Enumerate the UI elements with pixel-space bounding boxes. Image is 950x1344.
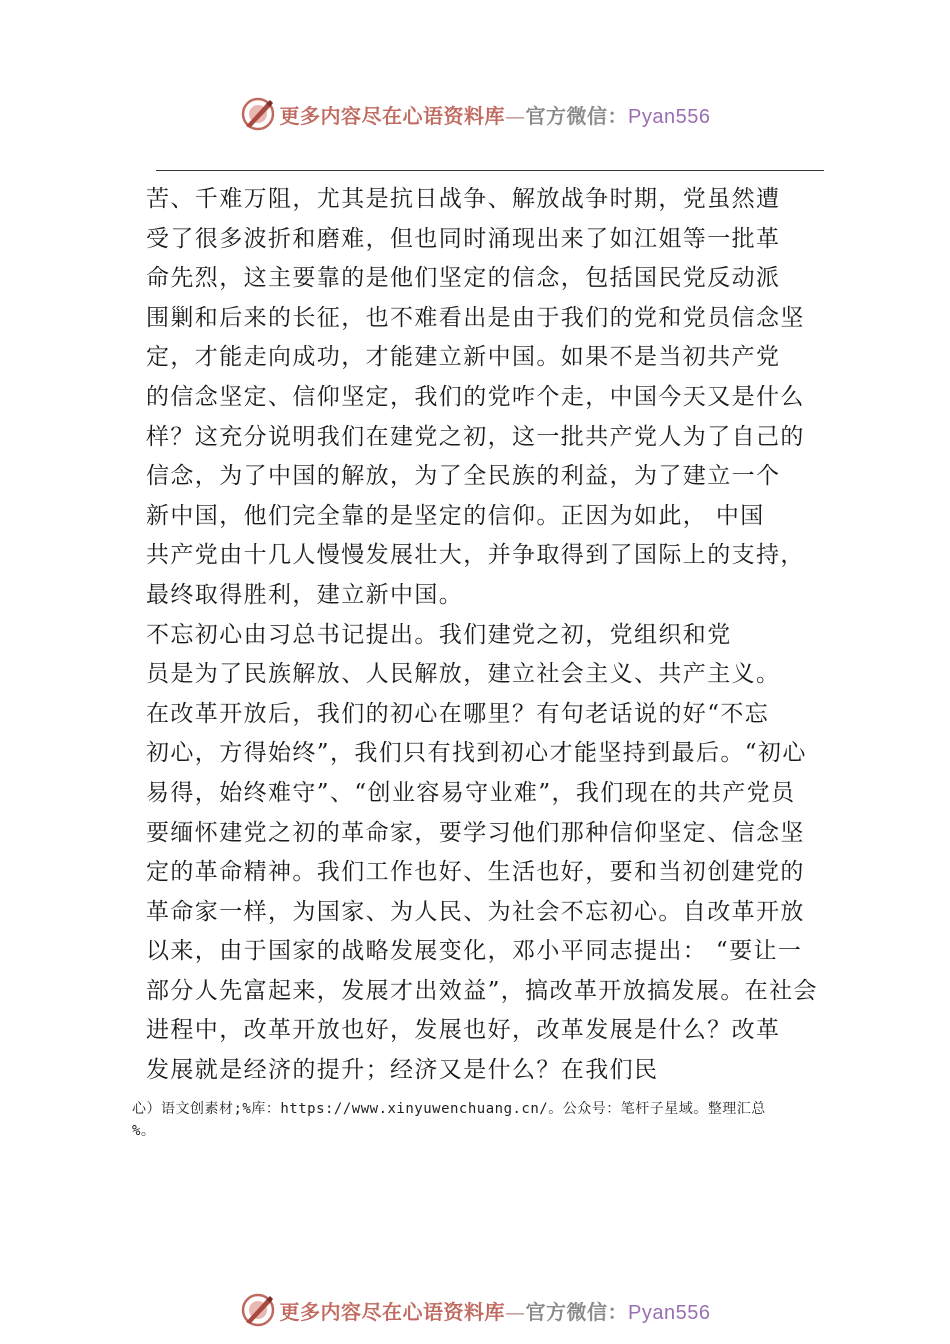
body-line: 新中国，他们完全靠的是坚定的信仰。正因为如此， 中国 [146,502,765,529]
document-body [146,180,820,1091]
body-line: 要缅怀建党之初的革命家，要学习他们那种信仰坚定、信念坚 [146,819,805,846]
banner-dash: — [505,103,526,128]
body-line: 共产党由十几人慢慢发展壮大，并争取得到了国际上的支持， [146,542,805,569]
footer-banner [0,1290,950,1330]
banner-dash: — [505,1299,526,1324]
banner-wechat-label: 官方微信： [525,1299,629,1324]
body-line: 定的革命精神。我们工作也好、生活也好，要和当初创建党的 [146,859,805,886]
body-line: 以来，由于国家的战略发展变化，邓小平同志提出： “要让一 [146,938,803,965]
body-line: 革命家一样，为国家、为人民、为社会不忘初心。自改革开放 [146,898,805,925]
body-line: 定，才能走向成功，才能建立新中国。如果不是当初共产党 [146,344,781,371]
body-line: 员是为了民族解放、人民解放，建立社会主义、共产主义。 [146,661,781,688]
body-line: 苦、千难万阻，尤其是抗日战争、解放战争时期，党虽然遭 [146,186,781,212]
banner-site-text: 更多内容尽在心语资料库 [279,103,506,128]
banner-wechat-label: 官方微信： [525,103,629,128]
header-banner [0,94,950,134]
body-line: 命先烈，这主要靠的是他们坚定的信念，包括国民党反动派 [146,265,781,292]
body-line: 在改革开放后，我们的初心在哪里？有句老话说的好“不忘 [146,700,770,727]
source-note [132,1098,832,1142]
body-line: 不忘初心由习总书记提出。我们建党之初，党组织和党 [146,621,732,648]
banner-wechat-id: Pyan556 [628,105,711,128]
body-line: 初心，方得始终”，我们只有找到初心才能坚持到最后。“初心 [146,740,807,767]
source-note-line-2: %。 [132,1123,156,1139]
body-line: 样？这充分说明我们在建党之初，这一批共产党人为了自己的 [146,423,805,450]
body-line: 信念，为了中国的解放，为了全民族的利益，为了建立一个 [146,463,781,490]
source-note-line-1: 心）语文创素材;%库：https://www.xinyuwenchuang.cn/。公众号：笔杆子星域。整理汇总 [132,1101,766,1117]
body-line: 的信念坚定、信仰坚定，我们的党咋个走，中国今天又是什么 [146,383,805,410]
body-line: 部分人先富起来，发展才出效益”，搞改革开放搞发展。在社会 [146,977,818,1004]
header-divider [156,170,824,171]
banner-wechat-id: Pyan556 [628,1301,711,1324]
body-line: 围剿和后来的长征，也不难看出是由于我们的党和党员信念坚 [146,304,805,331]
body-line: 发展就是经济的提升；经济又是什么？在我们民 [146,1057,659,1084]
body-line: 最终取得胜利，建立新中国。 [146,581,464,608]
body-line: 易得，始终难守”、“创业容易守业难”，我们现在的共产党员 [146,779,796,806]
banner-site-text: 更多内容尽在心语资料库 [279,1299,506,1324]
pen-logo-icon [240,96,276,132]
body-line: 受了很多波折和磨难，但也同时涌现出来了如江姐等一批革 [146,225,781,252]
pen-logo-icon [240,1292,276,1328]
body-line: 进程中，改革开放也好，发展也好，改革发展是什么？改革 [146,1017,781,1044]
